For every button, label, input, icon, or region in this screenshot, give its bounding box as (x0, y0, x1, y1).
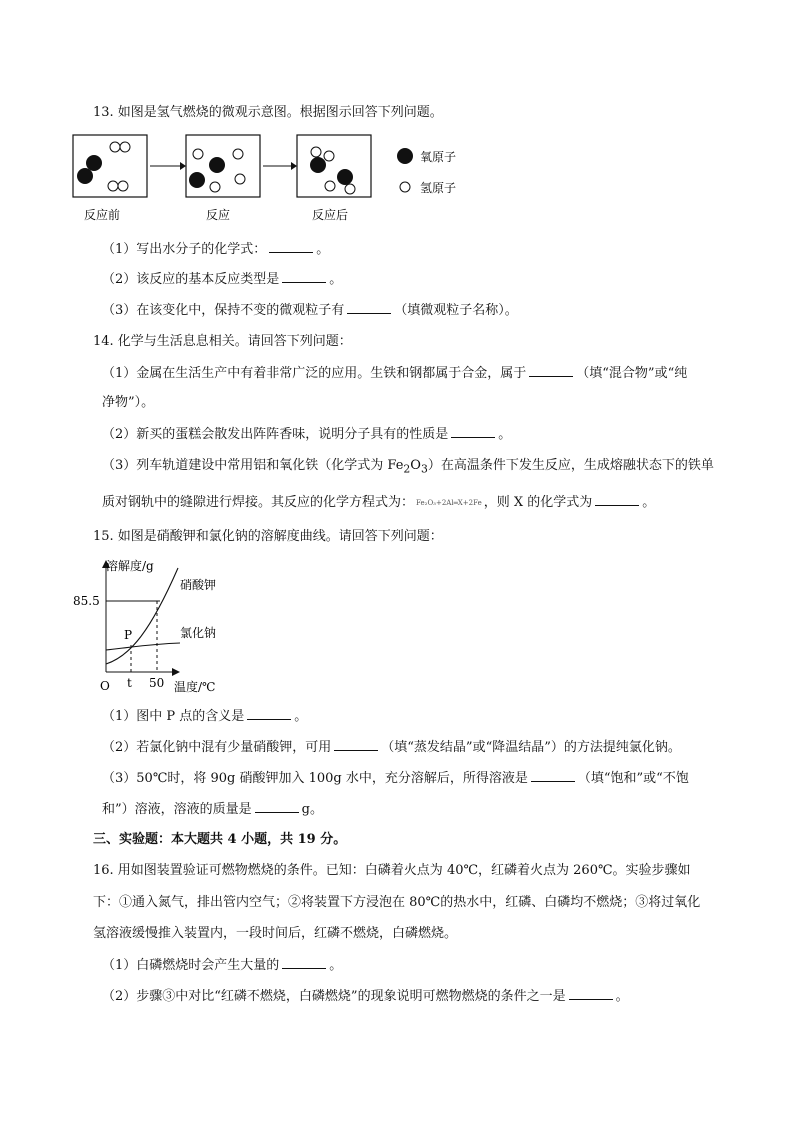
chemical-equation-image: Fe₂O₃+2Al═X+2Fe (416, 498, 482, 507)
q13-p1: （1）写出水分子的化学式： 。 (102, 242, 330, 257)
q16-p2: （2）步骤③中对比“红磷不燃烧，白磷燃烧”的现象说明可燃物燃烧的条件之一是 。 (102, 989, 629, 1004)
answer-blank[interactable] (255, 800, 299, 813)
label-before: 反应前 (84, 208, 121, 222)
x-axis-label: 温度/℃ (174, 680, 216, 694)
hydrogen-atom (324, 151, 334, 161)
legend-oxygen-icon (397, 148, 413, 164)
oxygen-atom (77, 168, 93, 184)
q15-p3: （3）50℃时，将 90g 硝酸钾加入 100g 水中，充分溶解后，所得溶液是 （填“饱和”或“不饱 (102, 771, 689, 786)
legend-hydrogen-icon (400, 182, 410, 192)
oxygen-atom (86, 155, 102, 171)
x-tick-t: t (127, 676, 132, 690)
hydrogen-atom (118, 181, 128, 191)
hydrogen-atom (210, 182, 220, 192)
curve-nacl (106, 643, 180, 650)
answer-blank[interactable] (531, 769, 575, 782)
hydrogen-atom (193, 149, 203, 159)
nacl-label: 氯化钠 (180, 626, 217, 640)
q14-stem: 14. 化学与生活息息相关。请回答下列问题： (93, 334, 352, 349)
q15-stem: 15. 如图是硝酸钾和氯化钠的溶解度曲线。请回答下列问题： (93, 529, 443, 544)
q15-p3-cont: 和”）溶液，溶液的质量是 g。 (102, 802, 323, 817)
q15-p2: （2）若氯化钠中混有少量硝酸钾，可用 （填“蒸发结晶”或“降温结晶”）的方法提纯氯化钠。 (102, 740, 681, 755)
q13-p3: （3）在该变化中，保持不变的微观粒子有 （填微观粒子名称）。 (102, 303, 518, 318)
hydrogen-atom (345, 184, 355, 194)
q16-line1: 16. 用如图装置验证可燃物燃烧的条件。已知：白磷着火点为 40℃，红磷着火点为 260℃。实验步骤如 (93, 863, 691, 878)
answer-blank[interactable] (282, 956, 326, 969)
q16-line3: 氢溶液缓慢推入装置内，一段时间后，红磷不燃烧，白磷燃烧。 (93, 926, 458, 941)
answer-blank[interactable] (529, 364, 573, 377)
y-tick-85-5: 85.5 (73, 594, 100, 608)
q13-p2: （2）该反应的基本反应类型是 。 (102, 272, 343, 287)
answer-blank[interactable] (282, 270, 326, 283)
answer-blank[interactable] (451, 425, 495, 438)
hydrogen-atom (110, 142, 120, 152)
legend-hydrogen: 氢原子 (420, 181, 457, 195)
hydrogen-atom (311, 147, 321, 157)
q16-p1: （1）白磷燃烧时会产生大量的 。 (102, 958, 343, 973)
section-title: 三、实验题：本大题共 4 小题，共 19 分。 (93, 832, 347, 847)
hydrogen-atom (235, 174, 245, 184)
answer-blank[interactable] (269, 240, 313, 253)
oxygen-atom (337, 169, 353, 185)
q14-p1: （1）金属在生活生产中有着非常广泛的应用。生铁和钢都属于合金，属于 （填“混合物”或“纯 (102, 366, 688, 381)
solubility-graph (70, 552, 240, 697)
y-axis-label: 溶解度/g (106, 559, 154, 573)
point-p-label: P (124, 628, 133, 642)
oxygen-atom (189, 172, 205, 188)
q14-p1-cont: 净物”）。 (102, 395, 155, 410)
oxygen-atom (310, 157, 326, 173)
origin-label: O (100, 679, 110, 693)
hydrogen-atom (108, 181, 118, 191)
q13-stem: 13. 如图是氢气燃烧的微观示意图。根据图示回答下列问题。 (93, 105, 443, 120)
q14-p3: （3）列车轨道建设中常用铝和氧化铁（化学式为 $Fe_2O_3$）在高温条件下发生反应，生成熔融状态下的铁单 (102, 458, 714, 476)
q14-p3-cont: 质对钢轨中的缝隙进行焊接。其反应的化学方程式为： Fe₂O₃+2Al═X+2Fe ，则 X 的化学式为 。 (102, 495, 656, 510)
hydrogen-atom (325, 181, 335, 191)
label-reaction: 反应 (206, 208, 231, 222)
answer-blank[interactable] (595, 493, 639, 506)
answer-blank[interactable] (569, 987, 613, 1000)
q16-line2: 下：①通入氮气，排出管内空气；②将装置下方浸泡在 80℃的热水中，红磷、白磷均不燃烧；③将过氧化 (93, 895, 701, 910)
hydrogen-atom (120, 142, 130, 152)
curve-kno3 (106, 568, 178, 664)
answer-blank[interactable] (247, 707, 291, 720)
legend-oxygen: 氧原子 (420, 150, 457, 164)
label-after: 反应后 (312, 208, 349, 222)
hydrogen-atom (233, 149, 243, 159)
q14-p2: （2）新买的蛋糕会散发出阵阵香味，说明分子具有的性质是 。 (102, 427, 512, 442)
oxygen-atom (209, 157, 225, 173)
kno3-label: 硝酸钾 (180, 578, 217, 592)
answer-blank[interactable] (334, 738, 378, 751)
answer-blank[interactable] (347, 301, 391, 314)
q13-diagram (70, 132, 490, 227)
q15-p1: （1）图中 P 点的含义是 。 (102, 709, 308, 724)
x-tick-50: 50 (149, 676, 165, 690)
